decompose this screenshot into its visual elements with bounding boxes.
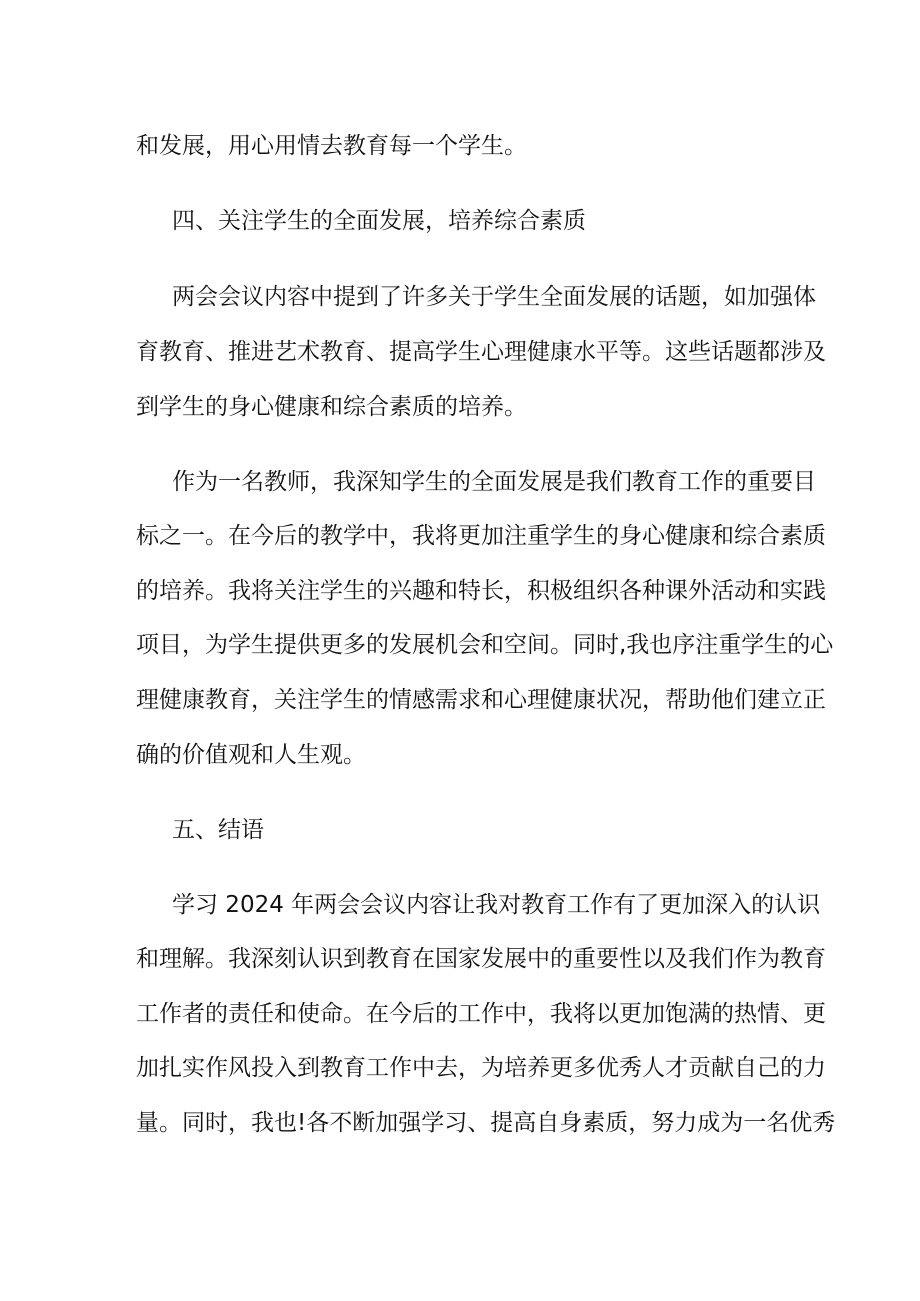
text-line: 工作者的责任和使命。在今后的工作中，我将以更加饱满的热情、更	[136, 1001, 826, 1027]
text-line: 加扎实作风投入到教育工作中去，为培养更多优秀人才贡献自己的力	[136, 1055, 826, 1081]
text-line: 量。同时，我也!各不断加强学习、提高自身素质，努力成为一名优秀	[136, 1110, 836, 1136]
text-line: 两会会议内容中提到了许多关于学生全面发展的话题，如加强体	[172, 284, 816, 310]
text-line: 和发展，用心用情去教育每一个学生。	[136, 133, 527, 159]
text-line: 理健康教育，关注学生的情感需求和心理健康状况，帮助他们建立正	[136, 687, 826, 713]
text-line: 作为一名教师，我深知学生的全面发展是我们教育工作的重要目	[172, 469, 816, 495]
section-heading: 四、关注学生的全面发展，培养综合素质	[172, 208, 586, 234]
text-line: 确的价值观和人生观。	[136, 742, 366, 768]
text-line: 的培养。我将关注学生的兴趣和特长，积极组织各种课外活动和实践	[136, 578, 826, 604]
text-line: 标之一。在今后的教学中，我将更加注重学生的身心健康和综合素质	[136, 523, 826, 549]
text-line: 项目，为学生提供更多的发展机会和空间。同时,我也序注重学生的心	[136, 632, 834, 658]
text-line: 到学生的身心健康和综合素质的培养。	[136, 394, 527, 420]
text-line: 和理解。我深刻认识到教育在国家发展中的重要性以及我们作为教育	[136, 946, 826, 972]
section-heading: 五、结语	[172, 817, 264, 843]
text-line: 学习 2024 年两会会议内容让我对教育工作有了更加深入的认识	[172, 892, 821, 918]
text-line: 育教育、推进艺术教育、提高学生心理健康水平等。这些话题都涉及	[136, 339, 826, 365]
